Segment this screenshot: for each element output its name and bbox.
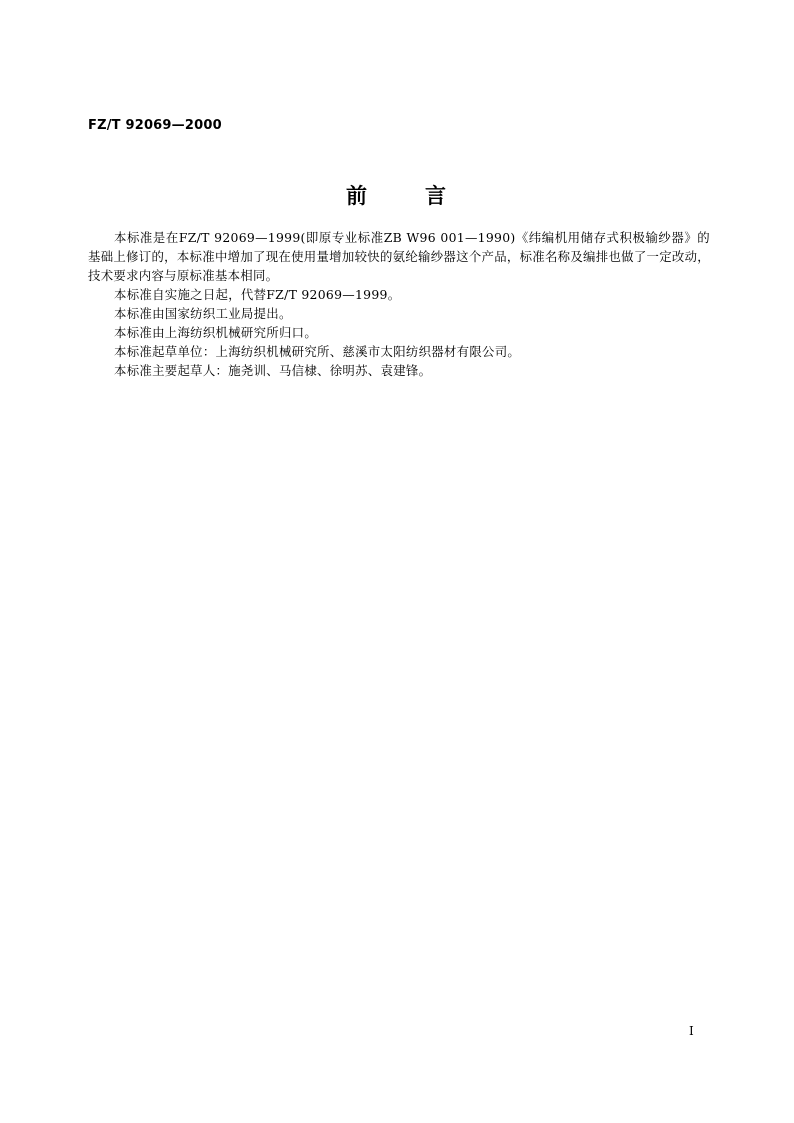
paragraph-drafters: 本标准主要起草人：施尧训、马信棣、徐明苏、袁建锋。 <box>114 363 432 378</box>
paragraph-proposed-by: 本标准由国家纺织工业局提出。 <box>114 306 292 321</box>
page-number: I <box>689 1024 694 1038</box>
paragraph-drafting-units: 本标准起草单位：上海纺织机械研究所、慈溪市太阳纺织器材有限公司。 <box>114 344 521 359</box>
page-title <box>0 180 794 210</box>
paragraph-centralized-by: 本标准由上海纺织机械研究所归口。 <box>114 325 318 340</box>
paragraph-revision-basis: 本标准是在FZ/T 92069—1999(即原专业标准ZB W96 001—1990)《纬编机用储存式积极输纱器》的基础上修订的，本标准中增加了现在使用量增加较快的氨纶输纱器这个产品，标准名称及编排也做了一定改动，技术要求内容与原标准基本相同。 <box>88 230 710 283</box>
title-part-1: 前 <box>346 184 369 208</box>
standard-code: FZ/T 92069—2000 <box>88 118 222 133</box>
paragraph-replaces: 本标准自实施之日起，代替FZ/T 92069—1999。 <box>114 287 401 302</box>
foreword-body <box>88 228 710 380</box>
title-part-2: 言 <box>425 184 448 208</box>
